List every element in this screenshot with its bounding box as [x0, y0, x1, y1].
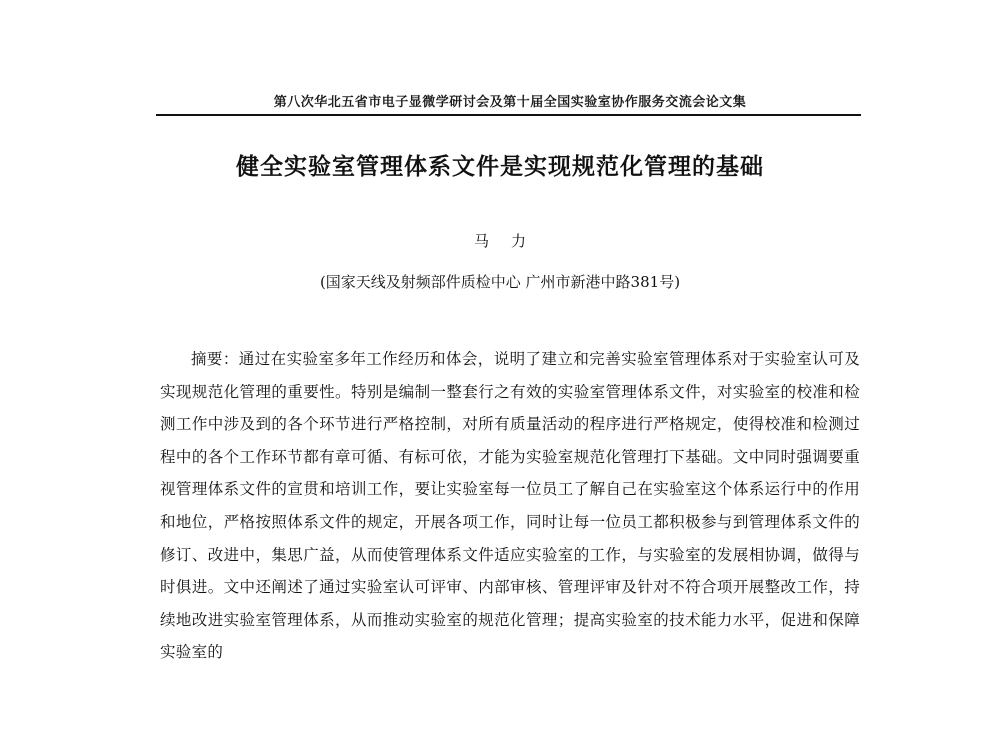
- header-rule: [156, 114, 861, 116]
- author-affiliation: (国家天线及射频部件质检中心 广州市新港中路381号): [319, 273, 681, 291]
- author-name: 马力: [473, 232, 548, 250]
- running-header: 第八次华北五省市电子显微学研讨会及第十届全国实验室协作服务交流会论文集: [273, 95, 747, 110]
- abstract-paragraph: 摘要：通过在实验室多年工作经历和体会，说明了建立和完善实验室管理体系对于实验室认可及实现规范化管理的重要性。特别是编制一整套行之有效的实验室管理体系文件，对实验室的校准和检测工作中涉及到的各个环节进行严格控制，对所有质量活动的程序进行严格规定，使得校准和检测过程中的各个工作环节都有章可循、有标可依，才能为实验室规范化管理打下基础。文中同时强调要重视管理体系文件的宣贯和培训工作，要让实验室每一位员工了解自己在实验室这个体系运行中的作用和地位，严格按照体系文件的规定，开展各项工作，同时让每一位员工都积极参与到管理体系文件的修订、改进中，集思广益，从而使管理体系文件适应实验室的工作，与实验室的发展相协调，做得与时俱进。文中还阐述了通过实验室认可评审、内部审核、管理评审及针对不符合项开展整改工作，持续地改进实验室管理体系，从而推动实验室的规范化管理；提高实验室的技术能力水平，促进和保障实验室的: [160, 350, 860, 662]
- paper-title: 健全实验室管理体系文件是实现规范化管理的基础: [236, 154, 764, 180]
